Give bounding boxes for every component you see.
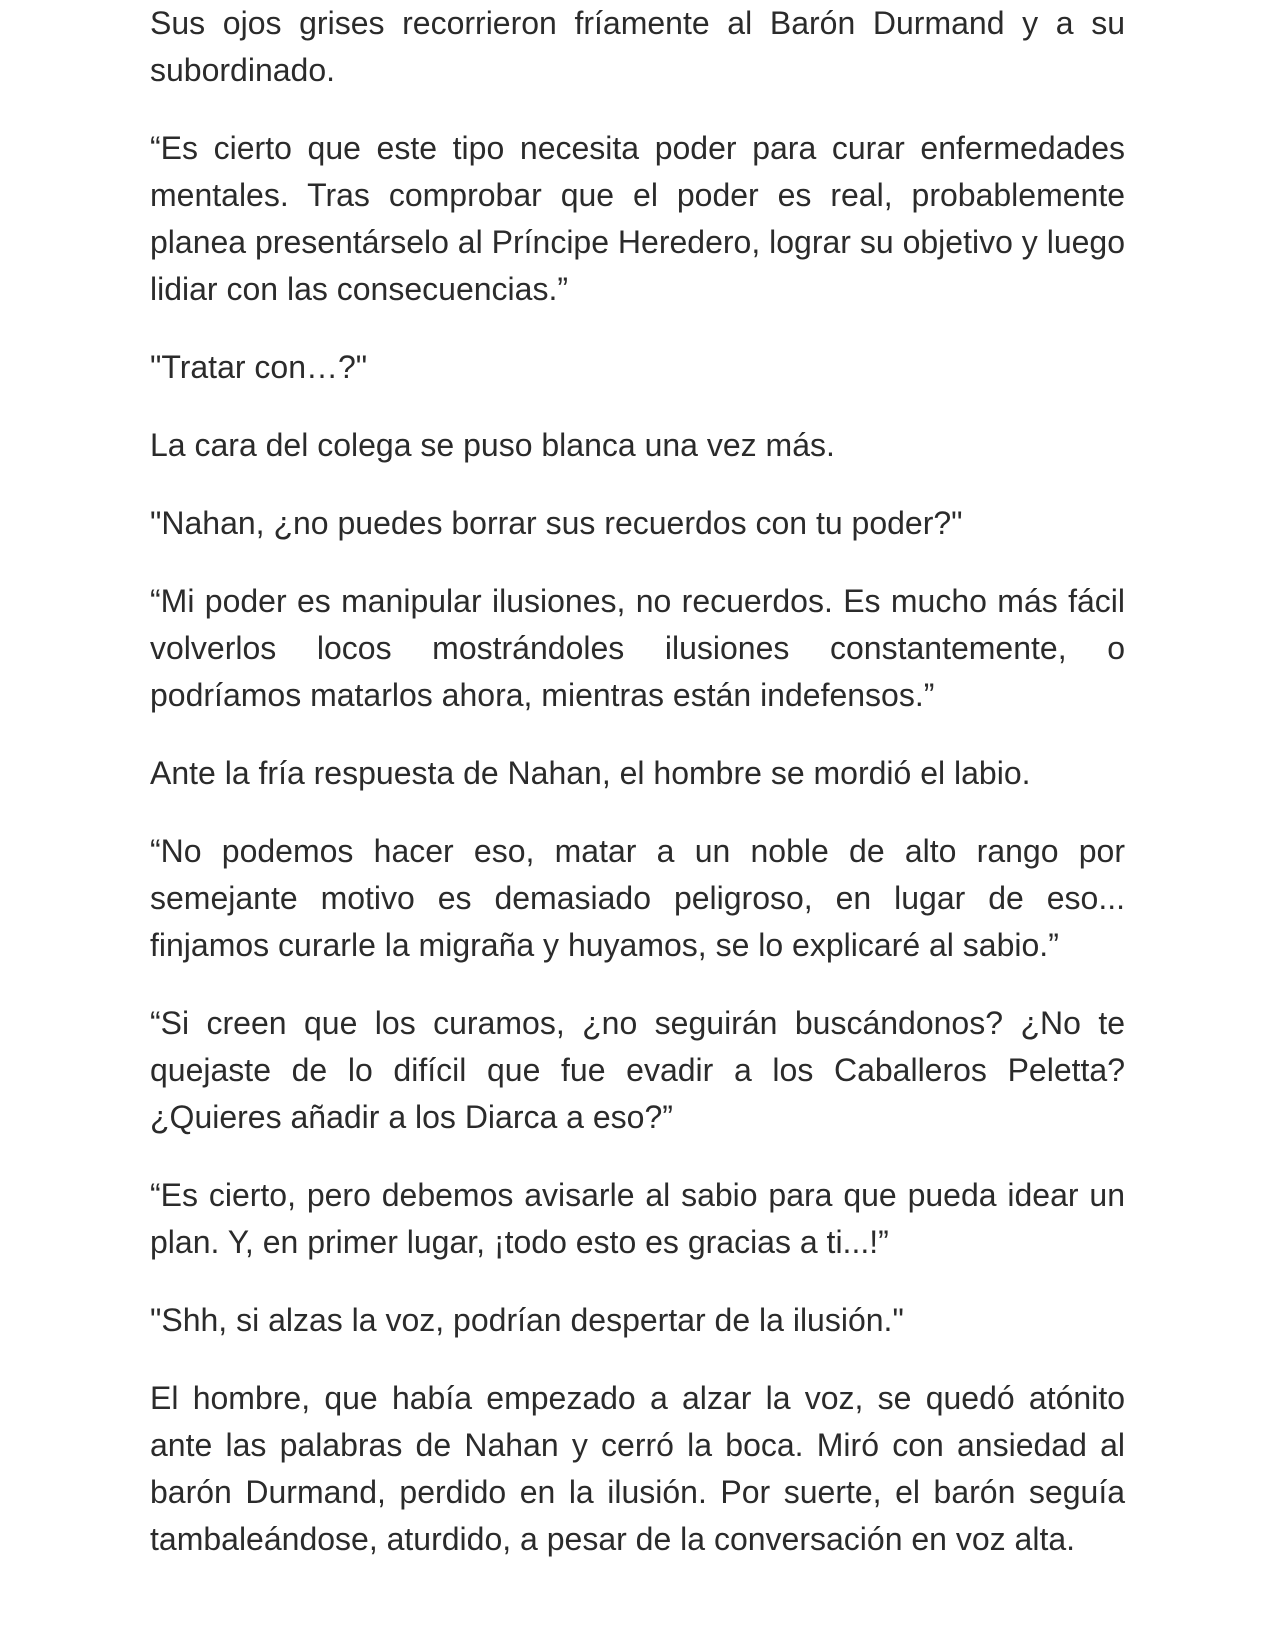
paragraph: "Nahan, ¿no puedes borrar sus recuerdos con tu poder?" bbox=[150, 505, 963, 541]
paragraph: Ante la fría respuesta de Nahan, el hombre se mordió el labio. bbox=[150, 755, 1031, 791]
paragraph: Sus ojos grises recorrieron fríamente al Barón Durmand y a su subordinado. bbox=[150, 5, 1125, 88]
paragraph: “Mi poder es manipular ilusiones, no recuerdos. Es mucho más fácil volverlos locos mostrándoles ilusiones constantemente, o podríamos matarlos ahora, mientras están indefensos.” bbox=[150, 583, 1125, 713]
paragraph: El hombre, que había empezado a alzar la voz, se quedó atónito ante las palabras de Nahan y cerró la boca. Miró con ansiedad al barón Durmand, perdido en la ilusión. Por suerte, el barón seguía tambaleándose, aturdido, a pesar de la conversación en voz alta. bbox=[150, 1380, 1125, 1557]
paragraph: "Shh, si alzas la voz, podrían despertar de la ilusión." bbox=[150, 1302, 904, 1338]
paragraph: "Tratar con…?" bbox=[150, 349, 368, 385]
paragraph: La cara del colega se puso blanca una vez más. bbox=[150, 427, 835, 463]
paragraph: “Si creen que los curamos, ¿no seguirán buscándonos? ¿No te quejaste de lo difícil que fue evadir a los Caballeros Peletta? ¿Quieres añadir a los Diarca a eso?” bbox=[150, 1005, 1125, 1135]
paragraph: “Es cierto que este tipo necesita poder para curar enfermedades mentales. Tras comprobar que el poder es real, probablemente planea presentárselo al Príncipe Heredero, lograr su objetivo y luego lidiar con las consecuencias.” bbox=[150, 130, 1125, 307]
paragraph: “No podemos hacer eso, matar a un noble de alto rango por semejante motivo es demasiado peligroso, en lugar de eso... finjamos curarle la migraña y huyamos, se lo explicaré al sabio.” bbox=[150, 833, 1125, 963]
document-body bbox=[150, 0, 1125, 1594]
paragraph: “Es cierto, pero debemos avisarle al sabio para que pueda idear un plan. Y, en primer lugar, ¡todo esto es gracias a ti...!” bbox=[150, 1177, 1125, 1260]
